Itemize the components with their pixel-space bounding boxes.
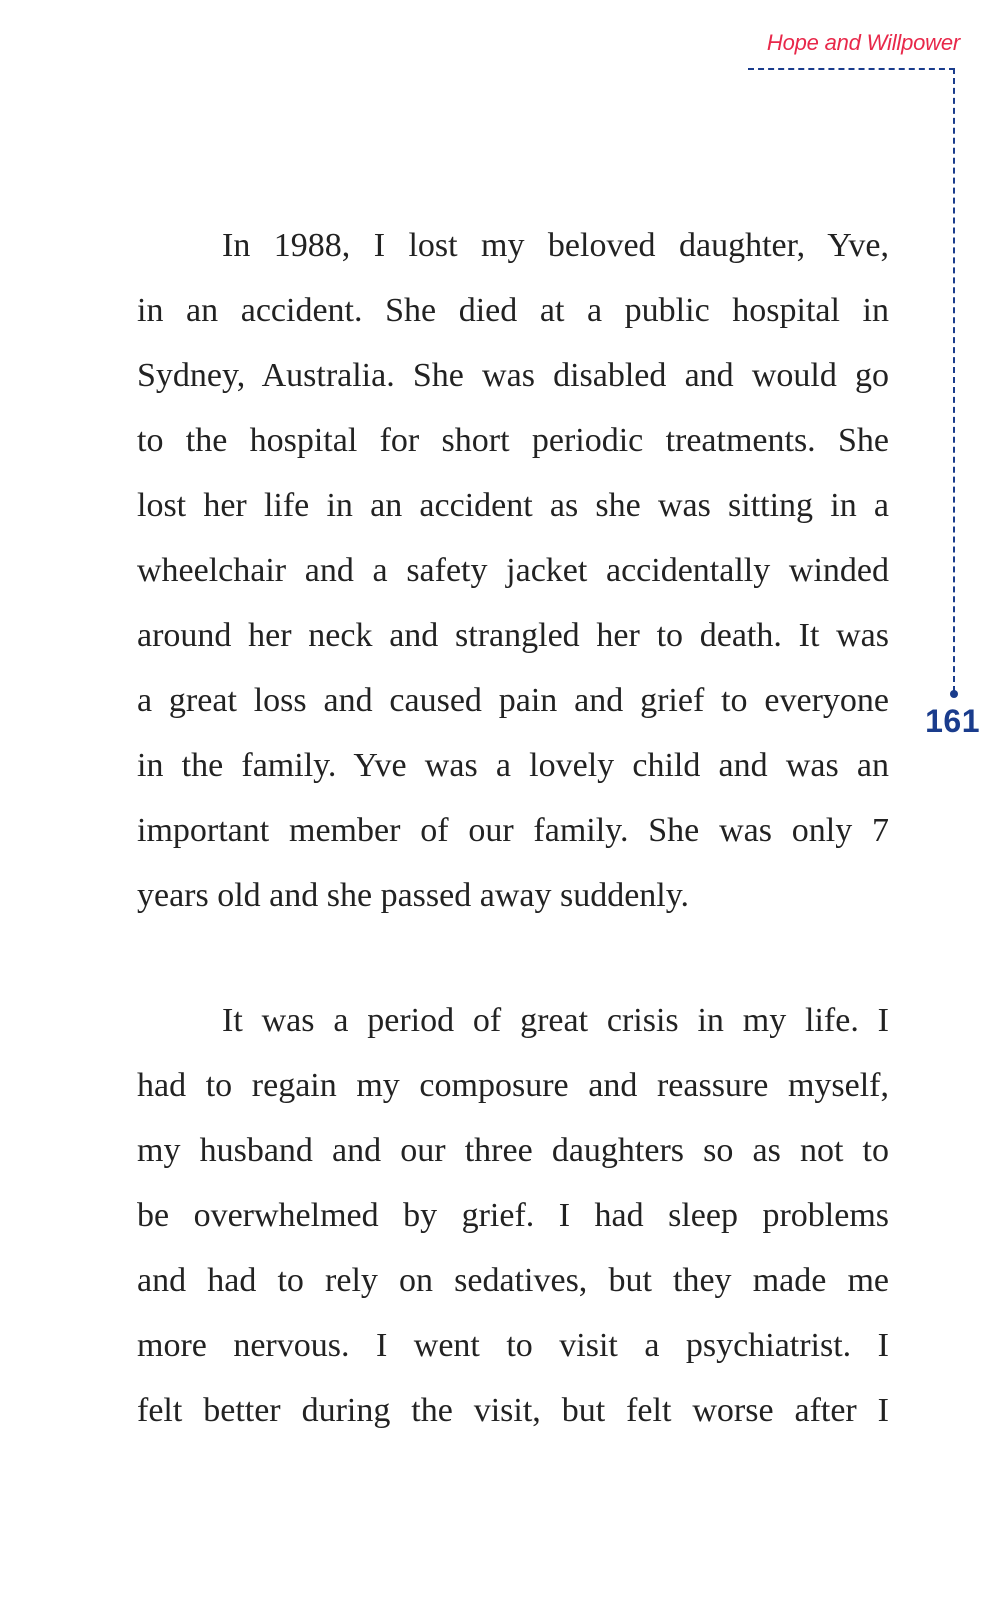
paragraph-line: to the hospital for short periodic treatments. She — [137, 422, 889, 459]
paragraph-line: more nervous. I went to visit a psychiatrist. I — [137, 1327, 889, 1364]
header-dashed-rule-horizontal — [748, 68, 955, 70]
paragraph-line: in the family. Yve was a lovely child and was an — [137, 747, 889, 784]
paragraph-line: wheelchair and a safety jacket accidentally winded — [137, 552, 889, 589]
paragraph-line: my husband and our three daughters so as not to — [137, 1132, 889, 1169]
paragraph-line: and had to rely on sedatives, but they made me — [137, 1262, 889, 1299]
paragraph-line: had to regain my composure and reassure myself, — [137, 1067, 889, 1104]
paragraph-line: be overwhelmed by grief. I had sleep problems — [137, 1197, 889, 1234]
paragraph-line: in an accident. She died at a public hospital in — [137, 292, 889, 329]
header-dashed-rule-vertical — [953, 68, 955, 692]
paragraph-line: felt better during the visit, but felt worse after I — [137, 1392, 889, 1429]
paragraph-line: around her neck and strangled her to death. It was — [137, 617, 889, 654]
paragraph-1 — [137, 213, 889, 928]
rule-end-dot — [950, 690, 958, 698]
page-number: 161 — [925, 703, 980, 739]
paragraph-2 — [137, 988, 889, 1443]
paragraph-line: years old and she passed away suddenly. — [137, 877, 690, 914]
paragraph-line: important member of our family. She was only 7 — [137, 812, 889, 849]
running-header-title: Hope and Willpower — [766, 30, 960, 55]
paragraph-line: a great loss and caused pain and grief to everyone — [137, 682, 889, 719]
paragraph-line: In 1988, I lost my beloved daughter, Yve, — [222, 227, 889, 264]
paragraph-line: Sydney, Australia. She was disabled and would go — [137, 357, 889, 394]
paragraph-line: lost her life in an accident as she was sitting in a — [137, 487, 889, 524]
paragraph-line: It was a period of great crisis in my life. I — [222, 1002, 889, 1039]
